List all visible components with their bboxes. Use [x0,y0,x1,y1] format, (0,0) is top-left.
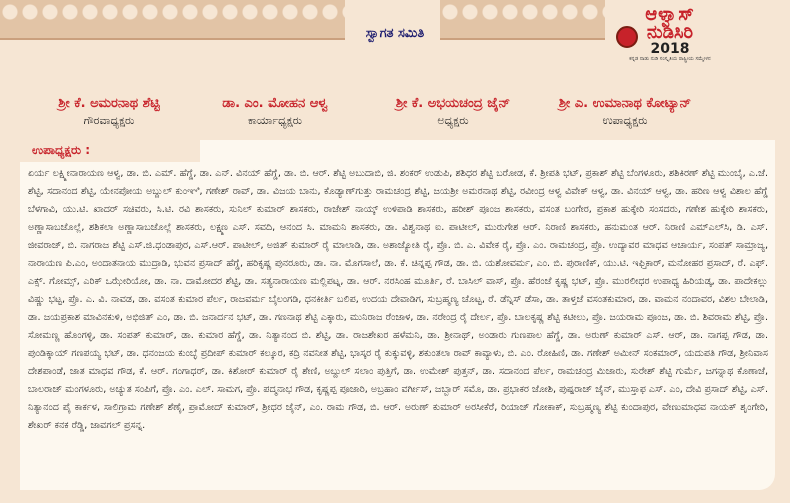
member-role: ಗೌರವಾಧ್ಯಕ್ಷರು [83,114,135,127]
section-title: ಉಪಾಧ್ಯಕ್ಷರು : [32,143,91,157]
member-name: ಡಾ. ಎಂ. ಮೋಹನ ಆಳ್ವ [222,96,328,111]
committee-member [34,96,184,128]
committee-member [378,96,528,128]
committee-member [200,96,350,128]
logo-line-2: ನುಡಿಸಿರಿ [646,22,694,43]
logo-tagline: ಕನ್ನಡ ನಾಡು ನುಡಿ ಸಂಸ್ಕೃತಿಯ ರಾಷ್ಟ್ರೀಯ ಸಮ್ಮೇಳನ [629,56,711,62]
committee-member [540,96,710,128]
bottom-border [0,493,790,503]
logo-year: 2018 [650,41,690,57]
member-role: ಅಧ್ಯಕ್ಷರು [437,114,469,127]
event-logo [610,6,730,62]
logo-line-1: ಆಳ್ವಾಸ್ [645,4,695,25]
member-role: ಕಾರ್ಯಾಧ್ಯಕ್ಷರು [247,114,303,127]
member-list-paragraph: ಏರ್ಯ ಲಕ್ಷ್ಮೀನಾರಾಯಣ ಆಳ್ವ, ಡಾ. ಬಿ. ಎಮ್. ಹೆಗ್ಡೆ, ಡಾ. ಎನ್. ವಿನಯ್ ಹೆಗ್ಡೆ, ಡಾ. ಬಿ. ಆರ್. ಶೆಟ್ಟಿ ಅಬುದಾಬಿ, ಜಿ. ಶಂಕರ್ ಉಡುಪಿ, ಶಶಿಧರ ಶೆಟ್ಟಿ ಬರೋಡ, ಕೆ. ಶ್ರೀಪತಿ ಭಟ್, ಪ್ರಕಾಶ್ ಶೆಟ್ಟಿ ಬೆಂಗಳೂರು, ಶಶಿಕಿರಣ್ ಶೆಟ್ಟಿ ಮುಂಬೈ, ಎ.ಜೆ. ಶೆಟ್ಟಿ, ಸದಾನಂದ ಶೆಟ್ಟಿ, ಯೇನಪೋಯ ಅಬ್ದುಲ್ ಕುಂಞಿ, ಗಣೇಶ್ ರಾವ್, ಡಾ. ವಿಜಯ ಬಾನು, ಕೊಡ್ಯಾಣ್‌ಗುತ್ತು ರಾಮಚಂದ್ರ ಶೆಟ್ಟಿ, ಜಯಶ್ರೀ ಅಮರನಾಥ ಶೆಟ್ಟಿ, ರವೀಂದ್ರ ಆಳ್ವ ವಿವೇಕ್ ಆಳ್ವ, ಡಾ. ವಿನಯ್ ಆಳ್ವ, ಡಾ. ಹರಿಣ ಆಳ್ವ ವಿಶಾಲ ಹೆಗ್ಡೆ ಬೆಳಗಾವಿ, ಯು.ಟಿ. ಖಾದರ್ ಸಚಿವರು, ಸಿ.ಟಿ. ರವಿ ಶಾಸಕರು, ಸುನಿಲ್ ಕುಮಾರ್ ಶಾಸಕರು, ರಾಜೇಶ್ ನಾಯ್ಕ್ ಉಳಿಪಾಡಿ ಶಾಸಕರು, ಹರೀಶ್ ಪೂಂಜ ಶಾಸಕರು, ವಸಂತ ಬಂಗೇರ, ಪ್ರಕಾಶ ಹುಕ್ಕೇರಿ ಸಂಸದರು, ಗಣೇಶ ಹುಕ್ಕೇರಿ ಶಾಸಕರು, ಅಣ್ಣಾಸಾಬಜೊಲ್ಲೆ, ಶಶಿಕಲಾ ಅಣ್ಣಾಸಾಬಜೊಲ್ಲೆ ಶಾಸಕರು, ಲಕ್ಷ್ಮಣ ಎಸ್. ಸವದಿ, ಆನಂದ ಸಿ. ಮಾಮನಿ ಶಾಸಕರು, ಡಾ. ವಿಶ್ವನಾಥ ಐ. ಪಾಟೀಲ್, ಮುರುಗೇಶ ಆರ್. ನಿರಾಣಿ ಶಾಸಕರು, ಹನುಮಂತ ಆರ್. ನಿರಾಣಿ ಎಮ್‌ಎಲ್‌ಸಿ, ಡಿ. ಎಸ್. ಜೀವರಾಜ್, ಬಿ. ನಾಗರಾಜ ಶೆಟ್ಟಿ ಎಸ್.ಜಿ.ಧಂಡಾಪುರ, ಎಸ್.ಆರ್. ಪಾಟೀಲ್, ಅಜಿತ್ ಕುಮಾರ್ ರೈ ಮಾಲಾಡಿ, ಡಾ. ಅಶಾಜ್ಯೋತಿ ರೈ, ಪ್ರೊ. ಬಿ. ಎ. ವಿವೇಕ ರೈ, ಪ್ರೊ. ಎಂ. ರಾಮಚಂದ್ರ, ಪ್ರೊ. ಉದ್ಯಾವರ ಮಾಧವ ಆಚಾರ್ಯ, ಸಂಪತ್ ಸಾಮ್ರಾಜ್ಯ, ನಾರಾಯಣ ಪಿ.ಎಂ, ಅಂದಾತನಾಯ ಮುದ್ರಾಡಿ, ಭುವನ ಪ್ರಸಾದ್ ಹೆಗ್ಡೆ, ಹರಿಕೃಷ್ಣ ಪುನರೂರು, ಡಾ. ನಾ. ಮೊಗಸಾಲೆ, ಡಾ. ಕೆ. ಚಿನ್ನಪ್ಪ ಗೌಡ, ಡಾ. ಬಿ. ಯಶೋವರ್ಮ, ಎಂ. ಬಿ. ಪುರಾಣಿಕ್, ಯು.ಟಿ. ಇಫ್ತಿಕಾರ್, ಮನೋಹರ ಪ್ರಸಾದ್, ರೆ. ಎಫ್. ಎಕ್ಸ್. ಗೋಮ್ಸ್, ಎರಿಕ್ ಒಝೇರಿಯೋ, ಡಾ. ನಾ. ದಾಮೋದರ ಶೆಟ್ಟಿ, ಡಾ. ಸತ್ಯನಾರಾಯಣ ಮಲ್ಲಿಪಟ್ನ, ಡಾ. ಆರ್. ನರಸಿಂಹ ಮೂರ್ತಿ, ರೆ. ಬಾಸಿಲ್ ವಾಸ್, ಪ್ರೊ. ಹೆರಂಜೆ ಕೃಷ್ಣ ಭಟ್, ಪ್ರೊ. ಮುರಲೀಧರ ಉಪಾಧ್ಯ ಹಿರಿಯಡ್ಕ, ಡಾ. ಪಾದೇಕಲ್ಲು ವಿಷ್ಣು ಭಟ್ಟ, ಪ್ರೊ. ಎ. ವಿ. ನಾವಡ, ಡಾ. ವಸಂತ ಕುಮಾರ ಪೆರ್ಲ, ರಾಜವರ್ಮ ಬೈಲಂಗಡಿ, ಧನಕೀರ್ತಿ ಬಲಿಪ, ಉದಯ ದೇವಾಡಿಗ, ಸುಬ್ರಹ್ಮಣ್ಯ ಚೊಟ್ಟ, ರೆ. ಡೆನ್ನಿಸ್ ಡೆಸಾ, ಡಾ. ತಾಳ್ತಜೆ ವಸಂತಕುಮಾರ, ಡಾ. ವಾಮನ ನಂದಾವರ, ವಿಶಲ ಬೇಲಾಡಿ, ಡಾ. ಜಯಪ್ರಕಾಶ ಮಾವಿನಕುಳಿ, ಅಭಿಜಿತ್ ಎಂ, ಡಾ. ಬಿ. ಜನಾರ್ದನ ಭಟ್, ಡಾ. ಗಣನಾಥ ಶೆಟ್ಟಿ ಎಕ್ಕಾರು, ಮುನಿರಾಜ ರೆಂಜಾಳ, ಡಾ. ನರೇಂದ್ರ ರೈ ದೇರ್ಲ, ಪ್ರೊ. ಬಾಲಕೃಷ್ಣ ಶೆಟ್ಟಿ ಕಟೀಲು, ಪ್ರೊ. ಜಯರಾಮ ಪೂಂಜ, ಡಾ. ಬಿ. ಶಿವರಾಮ ಶೆಟ್ಟಿ, ಪ್ರೊ. ಸೋಮಣ್ಣ ಹೊಂಗಳ್ಳಿ, ಡಾ. ಸಂಪತ್ ಕುಮಾರ್, ಡಾ. ಕುಮಾರ ಹೆಗ್ಡೆ, ಡಾ. ನಿತ್ಯಾನಂದ ಬಿ. ಶೆಟ್ಟಿ, ಡಾ. ರಾಜಶೇಖರ ಹಳೆಮನಿ, ಡಾ. ಶ್ರೀನಾಥ್, ಅಂಡಾರು ಗುಣಪಾಲ ಹೆಗ್ಡೆ, ಡಾ. ಅರುಣ್ ಕುಮಾರ್ ಎಸ್. ಆರ್, ಡಾ. ನಾಗಪ್ಪ ಗೌಡ, ಡಾ. ಪುಂಡಿಕ್ಕಾಯ್ ಗಣಪಯ್ಯ ಭಟ್, ಡಾ. ಧನಂಜಯ ಕುಂಬ್ಳೆ ಪ್ರದೀಪ್ ಕುಮಾರ್ ಕಲ್ಕೂರ, ಕದ್ರಿ ನವನೀತ ಶೆಟ್ಟಿ, ಭಾಸ್ಕರ ರೈ ಕುಕ್ಕುವಳ್ಳಿ, ಶಕುಂತಲಾ ರಾವ್ ಕಾವ್ಯಾಳು, ಬಿ. ಎಂ. ರೋಹಿಣಿ, ಡಾ. ಗಣೇಶ್ ಅಮೀನ್ ಸಂಕಮಾರ್, ಯದುಪತಿ ಗೌಡ, ಶ್ರೀನಿವಾಸ ದೇಶಪಾಂಡೆ, ಜಾತ ಮಾಧವ ಗೌಡ, ಕೆ. ಆರ್. ಗಂಗಾಧರ್, ಡಾ. ಕಿಶೋರ್ ಕುಮಾರ್ ರೈ ಶೇಣಿ, ಅಬ್ದುಲ್ ಸಲಾಂ ಪುತ್ತಿಗೆ, ಡಾ. ಉಮೇಶ್ ಪುತ್ತನ್, ಡಾ. ಸದಾನಂದ ಪೆರ್ಲ, ರಾಮಚಂದ್ರ ಮಿಜಾರು, ಸುರೇಶ್ ಶೆಟ್ಟಿ ಗುರ್ಮೆ, ಜಗನ್ನಾಥ ಕೊಣಾಜೆ, ಬಾಲರಾಜ್ ಮಂಗಳೂರು, ಅಚ್ಯುತ ಸಂಪಿಗೆ, ಪ್ರೊ. ಎಂ. ಎಲ್. ಸಾಮಗ, ಪ್ರೊ. ಪದ್ಮನಾಭ ಗೌಡ, ಕೃಷ್ಣಪ್ಪ ಪೂಜಾರಿ, ಅಬ್ರಹಾಂ ವರ್ಗೀಸ್, ಜಬ್ಬಾರ್ ಸಮೊ, ಡಾ. ಪ್ರಭಾಕರ ಜೋಶಿ, ಪುಷ್ಪರಾಜ್ ಜೈನ್, ಮುಸ್ತಾಫ ಎಸ್. ಎಂ, ದೇವಿ ಪ್ರಸಾದ್ ಶೆಟ್ಟಿ, ಎಸ್. ನಿತ್ಯಾನಂದ ಪೈ ಕಾರ್ಕಳ, ಸಾಲಿಗ್ರಾಮ ಗಣೇಶ್ ಶೆಣೈ, ಪ್ರಾಮೋದ್ ಕುಮಾರ್, ಶ್ರೀಧರ ಜೈನ್, ಎಂ. ರಾಮ ಗೌಡ, ಬಿ. ಆರ್. ಅರುಣ್ ಕುಮಾರ್ ಅರಸೀಕೆರೆ, ರಿಯಾಜ್ ಗೋಕಾಕ್, ಸುಬ್ರಹ್ಮಣ್ಯ ಶೆಟ್ಟಿ ಕುಂದಾಪುರ, ವೇಣುಮಾಧವ ನಾಯಕ್ ಶೃಂಗೇರಿ, ಶೇಖರ್ ಕನಕ ರೆಡ್ಡಿ, ಜಾವಗಲ್ ಪ್ರಸನ್ನ. [28,168,768,431]
decorative-border-left [0,0,345,40]
logo-emblem-icon [616,26,638,48]
page-title: ಸ್ವಾಗತ ಸಮಿತಿ [365,26,425,41]
member-role: ಉಪಾಧ್ಯಕ್ಷರು [602,114,648,127]
member-name: ಶ್ರೀ ಎ. ಉಮಾನಾಥ ಕೋಟ್ಯಾನ್ [558,96,692,111]
member-name: ಶ್ರೀ ಕೆ. ಅಮರನಾಥ ಶೆಟ್ಟಿ [58,96,160,111]
member-name: ಶ್ರೀ ಕೆ. ಅಭಯಚಂದ್ರ ಜೈನ್ [395,96,511,111]
decorative-border-right [440,0,605,40]
committee-row [0,96,790,136]
